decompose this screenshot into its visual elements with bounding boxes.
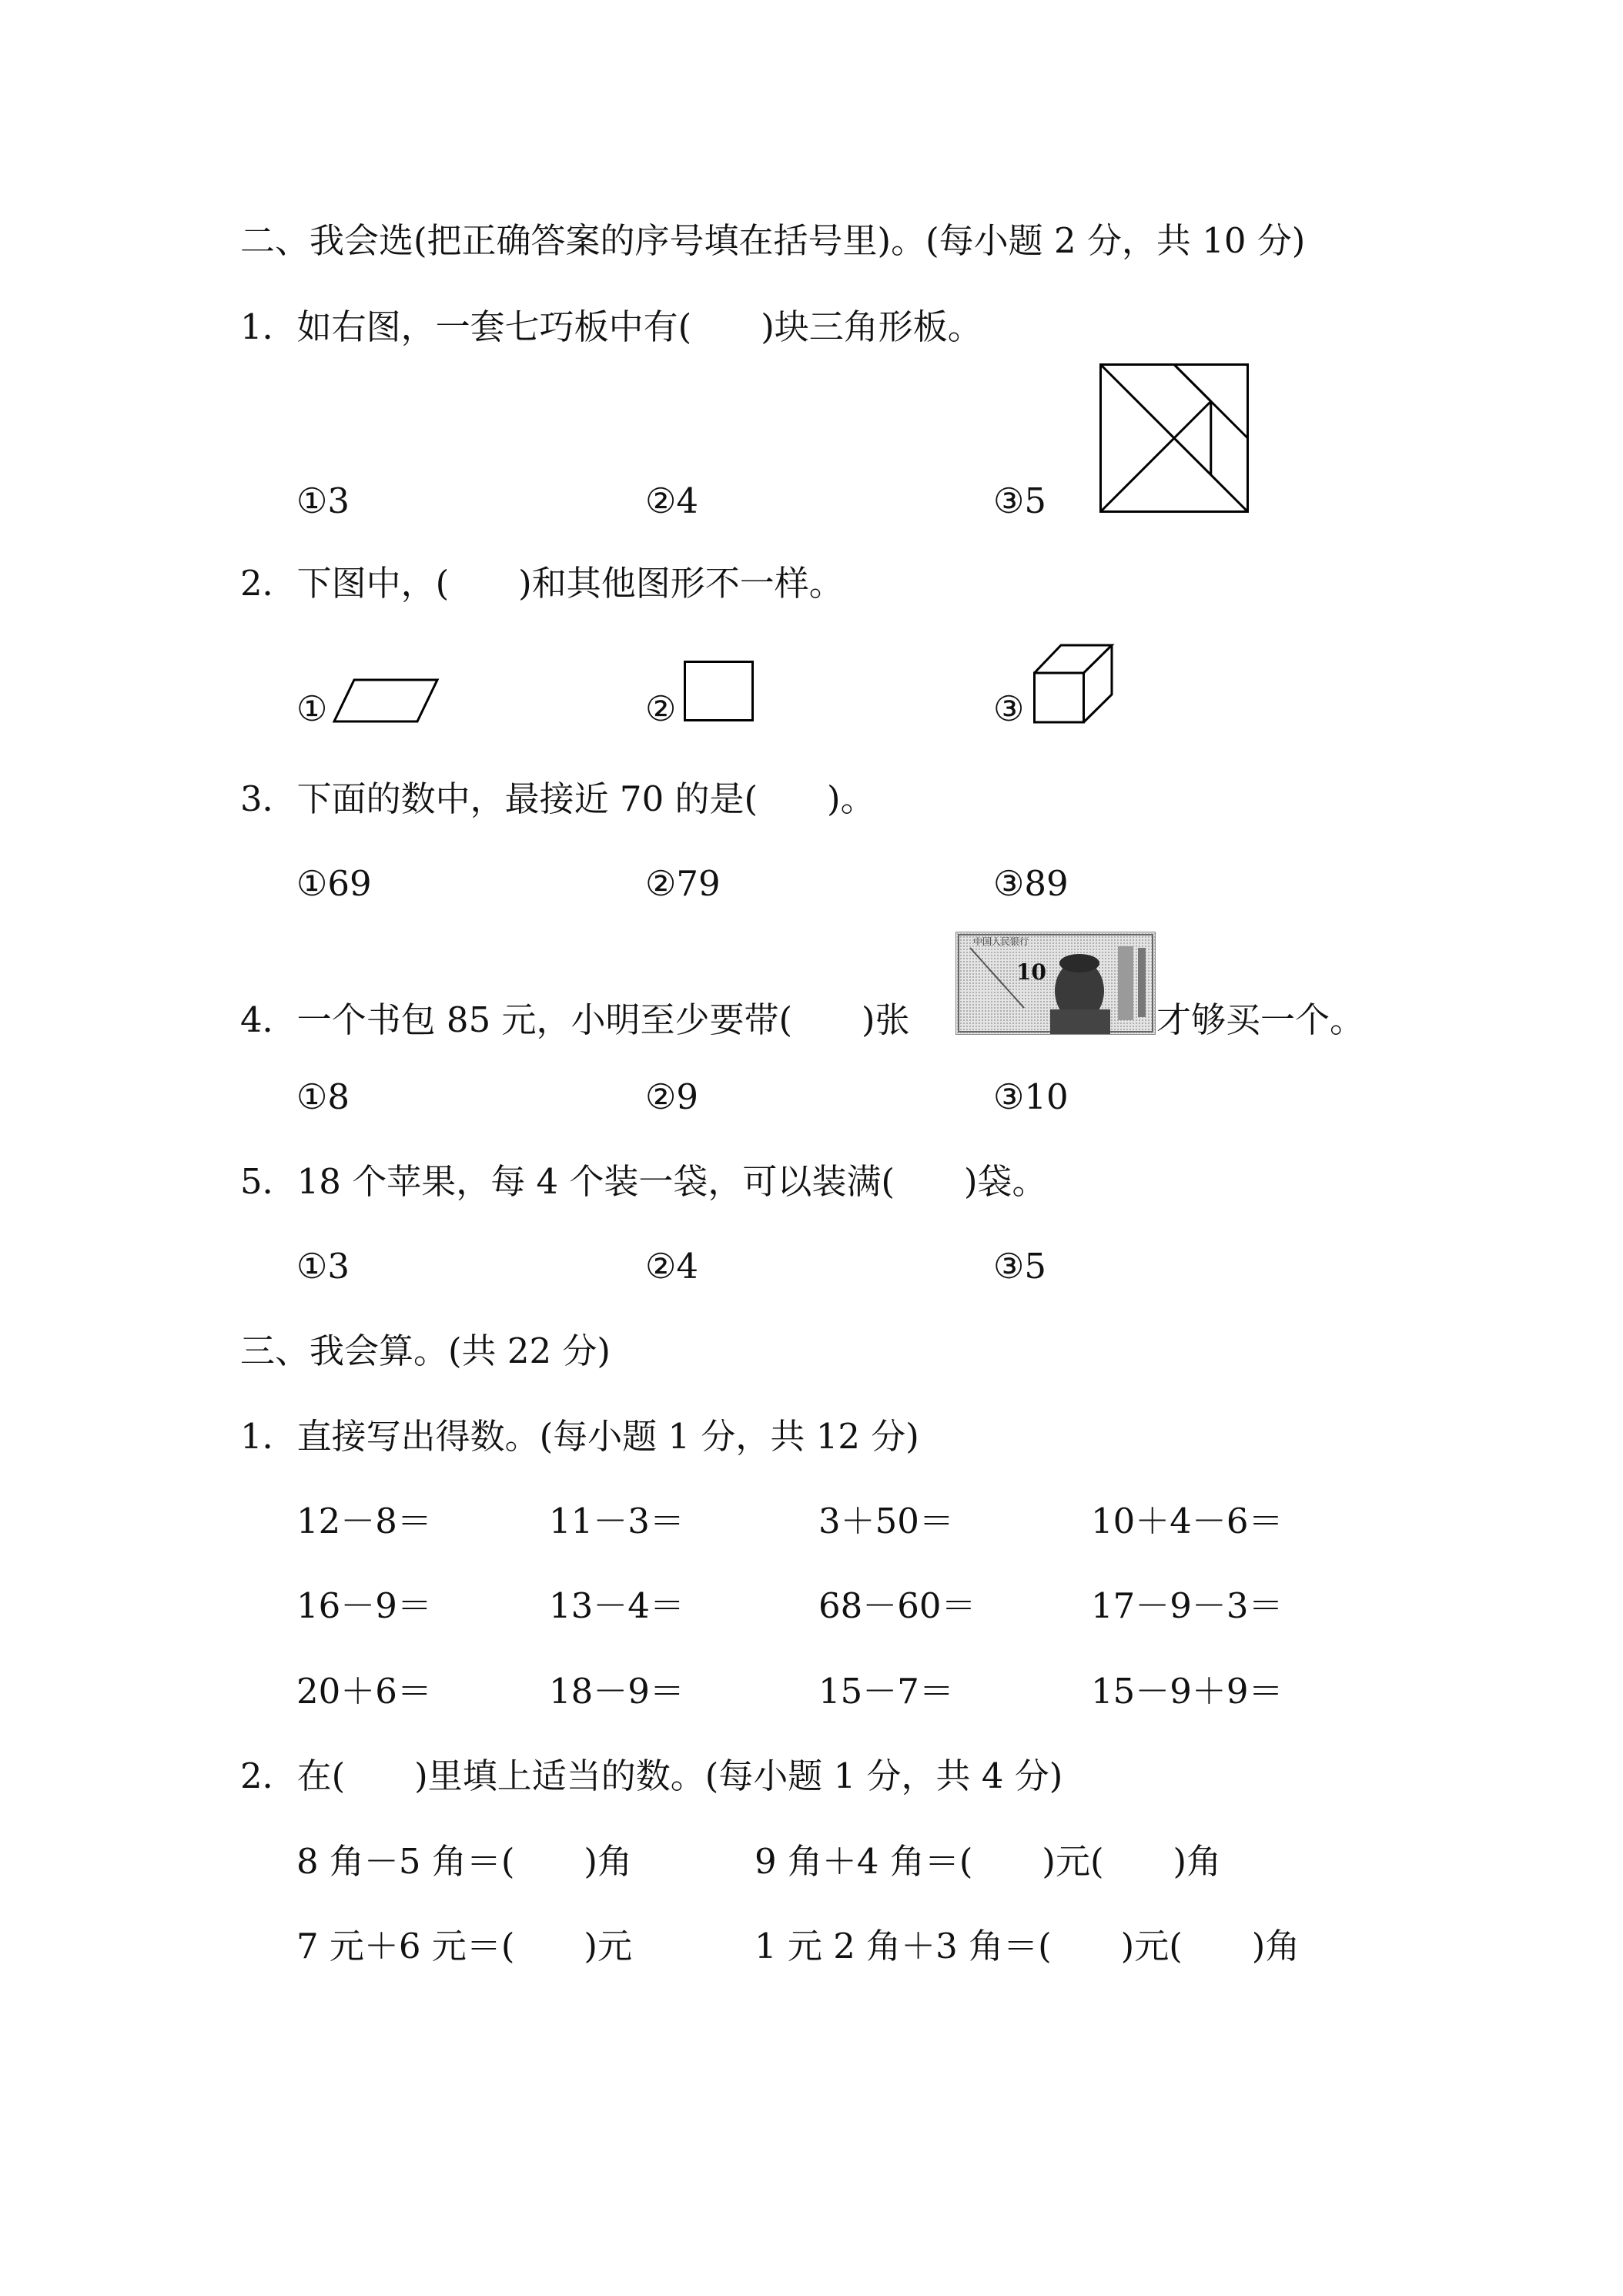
section-title: 三、我会算。(共 22 分)	[240, 1330, 611, 1371]
question-stem: 3．下面的数中，最接近 70 的是( )。	[240, 778, 875, 819]
banknote-value: 10	[1016, 959, 1046, 985]
option-2: ②4	[645, 1246, 698, 1287]
banknote-bank-text: 中国人民银行	[973, 936, 1029, 947]
option-1: ①69	[296, 863, 372, 904]
tangram-icon	[1099, 363, 1249, 513]
option-3: ③	[993, 688, 1025, 729]
option-3: ③5	[993, 1246, 1046, 1287]
fill-item: 8 角－5 角＝( )角	[296, 1841, 632, 1882]
calc-item: 17－9－3＝	[1091, 1585, 1283, 1626]
option-1: ①8	[296, 1076, 350, 1117]
fill-item: 7 元＋6 元＝( )元	[296, 1926, 632, 1966]
question-stem: 1．直接写出得数。(每小题 1 分，共 12 分)	[240, 1416, 919, 1457]
fill-item: 9 角＋4 角＝( )元( )角	[755, 1841, 1222, 1882]
cube-icon	[1033, 644, 1116, 724]
parallelogram-icon	[333, 678, 440, 724]
question-stem: 1．如右图，一套七巧板中有( )块三角形板。	[240, 306, 982, 347]
option-2: ②	[645, 688, 677, 729]
square-icon	[684, 661, 756, 722]
calc-item: 16－9＝	[296, 1585, 432, 1626]
question-stem: 5．18 个苹果，每 4 个装一袋，可以装满( )袋。	[240, 1161, 1047, 1202]
calc-item: 15－9＋9＝	[1091, 1671, 1283, 1712]
calc-item: 12－8＝	[296, 1501, 432, 1541]
ten-yuan-banknote-icon	[955, 932, 1156, 1035]
question-stem: 2．在( )里填上适当的数。(每小题 1 分，共 4 分)	[240, 1755, 1063, 1796]
calc-item: 3＋50＝	[818, 1501, 954, 1541]
option-2: ②79	[645, 863, 721, 904]
question-stem: 2．下图中，( )和其他图形不一样。	[240, 563, 844, 604]
section-title: 二、我会选(把正确答案的序号填在括号里)。(每小题 2 分，共 10 分)	[240, 220, 1306, 261]
fill-item: 1 元 2 角＋3 角＝( )元( )角	[755, 1926, 1300, 1966]
calc-item: 18－9＝	[549, 1671, 684, 1712]
option-1: ①3	[296, 1246, 350, 1287]
question-stem-end: 才够买一个。	[1156, 999, 1365, 1040]
calc-item: 20＋6＝	[296, 1671, 432, 1712]
option-1: ①	[296, 688, 328, 729]
option-1: ①3	[296, 480, 350, 521]
option-3: ③10	[993, 1076, 1069, 1117]
option-2: ②4	[645, 480, 698, 521]
option-3: ③89	[993, 863, 1069, 904]
calc-item: 10＋4－6＝	[1091, 1501, 1283, 1541]
calc-item: 11－3＝	[549, 1501, 684, 1541]
calc-item: 68－60＝	[818, 1585, 976, 1626]
calc-item: 15－7＝	[818, 1671, 954, 1712]
question-stem-start: 4．一个书包 85 元，小明至少要带( )张	[240, 999, 910, 1040]
option-2: ②9	[645, 1076, 698, 1117]
option-3: ③5	[993, 480, 1046, 521]
calc-item: 13－4＝	[549, 1585, 684, 1626]
